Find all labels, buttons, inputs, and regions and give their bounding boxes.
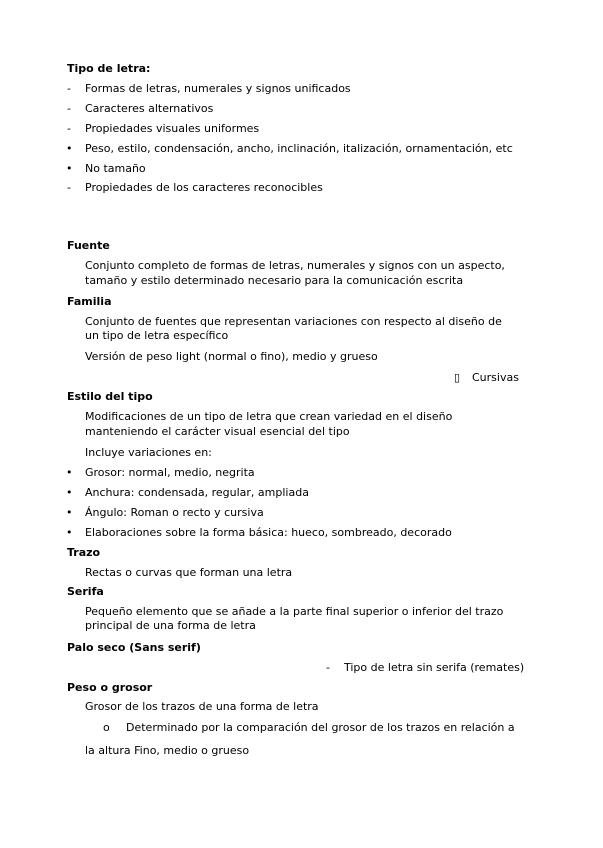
- dash-marker: -: [67, 102, 71, 115]
- bullet-marker: •: [66, 506, 73, 519]
- heading-fuente: Fuente: [67, 239, 110, 252]
- trazo-definition: Rectas o curvas que forman una letra: [85, 566, 293, 579]
- list-item: Anchura: condensada, regular, ampliada: [85, 486, 309, 499]
- checkbox-icon: ▯: [454, 371, 461, 384]
- familia-definition-line-1: Conjunto de fuentes que representan variaciones con respecto al diseño de: [85, 315, 502, 328]
- list-item: No tamaño: [85, 162, 146, 175]
- heading-familia: Familia: [67, 295, 112, 308]
- bullet-marker: •: [66, 162, 73, 175]
- heading-trazo: Trazo: [67, 546, 101, 559]
- familia-definition-line-2: un tipo de letra específico: [85, 329, 229, 342]
- list-item: Propiedades visuales uniformes: [85, 122, 260, 135]
- dash-marker: -: [326, 661, 330, 674]
- bullet-marker: •: [66, 142, 73, 155]
- bullet-marker: •: [66, 526, 73, 539]
- heading-serifa: Serifa: [67, 585, 104, 598]
- circle-marker: o: [103, 721, 110, 734]
- peso-tail-line: la altura Fino, medio o grueso: [85, 744, 250, 757]
- serifa-definition-line-2: principal de una forma de letra: [85, 619, 256, 632]
- list-item: Ángulo: Roman o recto y cursiva: [85, 506, 264, 519]
- list-item: Propiedades de los caracteres reconocibles: [85, 181, 323, 194]
- bullet-marker: •: [66, 486, 73, 499]
- fuente-definition-line-1: Conjunto completo de formas de letras, numerales y signos con un aspecto,: [85, 259, 505, 272]
- dash-marker: -: [67, 181, 71, 194]
- peso-sub-item: Determinado por la comparación del grosor de los trazos en relación a: [126, 721, 515, 734]
- heading-peso-o-grosor: Peso o grosor: [67, 681, 153, 694]
- heading-estilo-del-tipo: Estilo del tipo: [67, 390, 153, 403]
- dash-marker: -: [67, 122, 71, 135]
- list-item: Peso, estilo, condensación, ancho, inclinación, italización, ornamentación, etc: [85, 142, 513, 155]
- fuente-definition-line-2: tamaño y estilo determinado necesario para la comunicación escrita: [85, 274, 464, 287]
- peso-definition: Grosor de los trazos de una forma de letra: [85, 700, 319, 713]
- palo-seco-definition: Tipo de letra sin serifa (remates): [344, 661, 525, 674]
- cursivas-label: Cursivas: [472, 371, 519, 384]
- estilo-definition-line-2: manteniendo el carácter visual esencial del tipo: [85, 425, 350, 438]
- heading-tipo-de-letra: Tipo de letra:: [67, 62, 151, 75]
- estilo-intro: Incluye variaciones en:: [85, 446, 212, 459]
- dash-marker: -: [67, 82, 71, 95]
- estilo-definition-line-1: Modificaciones de un tipo de letra que crean variedad en el diseño: [85, 410, 453, 423]
- serifa-definition-line-1: Pequeño elemento que se añade a la parte final superior o inferior del trazo: [85, 605, 504, 618]
- heading-palo-seco: Palo seco (Sans serif): [67, 641, 201, 654]
- bullet-marker: •: [66, 466, 73, 479]
- list-item: Formas de letras, numerales y signos unificados: [85, 82, 351, 95]
- list-item: Elaboraciones sobre la forma básica: hueco, sombreado, decorado: [85, 526, 452, 539]
- list-item: Grosor: normal, medio, negrita: [85, 466, 255, 479]
- list-item: Caracteres alternativos: [85, 102, 214, 115]
- familia-peso-line: Versión de peso light (normal o fino), medio y grueso: [85, 350, 378, 363]
